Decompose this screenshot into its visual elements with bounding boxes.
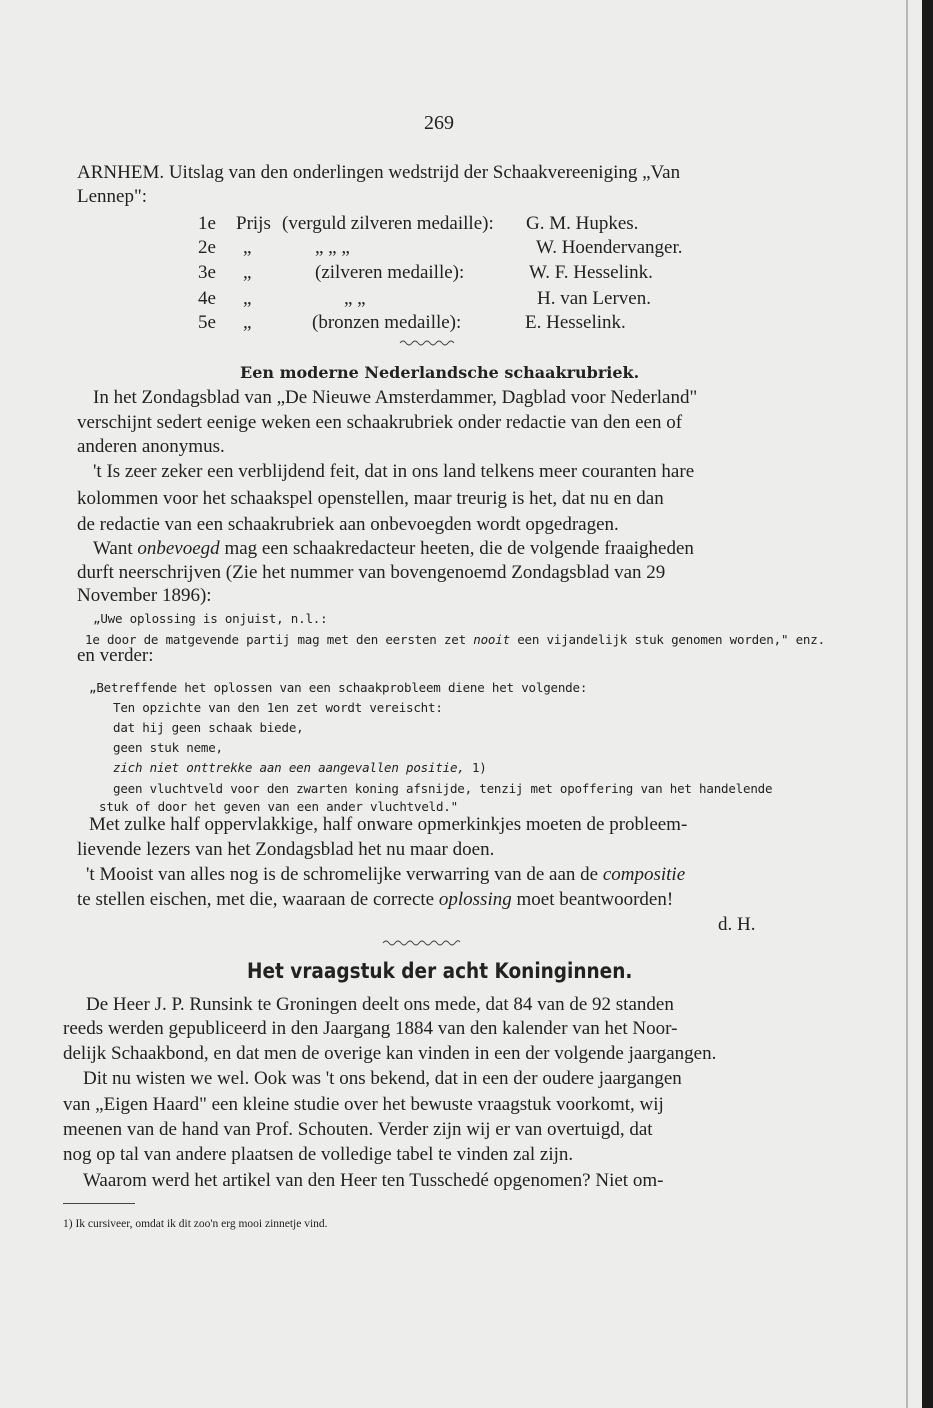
quote-line: „Uwe oplossing is onjuist, n.l.:	[93, 611, 328, 626]
prize-rank: 2e	[198, 237, 216, 258]
text-run: 1e door de matgevende partij mag met den eersten zet	[85, 632, 466, 647]
text-run: te stellen eischen, met die, waaraan de correcte	[77, 889, 435, 910]
paragraph-line: 't Is zeer zeker een verblijdend feit, dat in ons land telkens meer couranten hare	[93, 461, 695, 482]
paragraph-line: anderen anonymus.	[77, 436, 225, 457]
prize-label: „	[243, 262, 252, 283]
paragraph-line: meenen van de hand van Prof. Schouten. Verder zijn wij er van overtuigd, dat	[63, 1119, 653, 1140]
quote-line: Ten opzichte van den 1en zet wordt vereischt:	[113, 700, 443, 715]
signature: d. H.	[718, 914, 756, 935]
ornament-divider	[381, 938, 461, 948]
italic-term: nooit	[473, 632, 510, 647]
quote-line: dat hij geen schaak biede,	[113, 720, 304, 735]
prize-label: „	[243, 288, 252, 309]
text-run: mag een schaakredacteur heeten, die de volgende fraaigheden	[224, 538, 694, 559]
footnote: 1) Ik cursiveer, omdat ik dit zoo'n erg mooi zinnetje vind.	[63, 1218, 328, 1230]
italic-term: onbevoegd	[137, 538, 220, 559]
quote-line: „Betreffende het oplossen van een schaakprobleem diene het volgende:	[89, 680, 588, 695]
arnhem-line-1: ARNHEM. Uitslag van den onderlingen wedstrijd der Schaakvereeniging „Van	[77, 162, 681, 183]
prize-winner: W. F. Hesselink.	[529, 262, 653, 283]
prize-winner: E. Hesselink.	[525, 312, 626, 333]
prize-medal: (zilveren medaille):	[315, 262, 465, 283]
prize-medal: „ „ „	[315, 237, 350, 258]
paragraph-line: de redactie van een schaakrubriek aan onbevoegden wordt opgedragen.	[77, 514, 619, 535]
prize-rank: 3e	[198, 262, 216, 283]
prize-label: „	[243, 312, 252, 333]
prize-label: „	[243, 237, 252, 258]
paragraph-line: De Heer J. P. Runsink te Groningen deelt ons mede, dat 84 van de 92 standen	[86, 994, 674, 1015]
prize-winner: G. M. Hupkes.	[526, 213, 639, 234]
paragraph-line: durft neerschrijven (Zie het nummer van bovengenoemd Zondagsblad van 29	[77, 562, 666, 583]
prize-medal: (bronzen medaille):	[312, 312, 462, 333]
ornament-divider	[398, 338, 456, 348]
text-run: Want	[93, 538, 133, 559]
prize-rank: 5e	[198, 312, 216, 333]
prize-medal: (verguld zilveren medaille):	[282, 213, 494, 234]
text-run: moet beantwoorden!	[516, 889, 674, 910]
prize-winner: W. Hoendervanger.	[536, 237, 683, 258]
paragraph-line: Dit nu wisten we wel. Ook was 't ons bekend, dat in een der oudere jaargangen	[83, 1068, 682, 1089]
italic-term: compositie	[602, 864, 686, 885]
paragraph-line: November 1896):	[77, 585, 212, 606]
prize-label: Prijs	[236, 213, 271, 234]
prize-rank: 1e	[198, 213, 216, 234]
quote-line: geen stuk neme,	[113, 740, 223, 755]
prize-rank: 4e	[198, 288, 216, 309]
prize-medal: „ „	[344, 288, 366, 309]
paragraph-line	[77, 889, 673, 911]
section-heading-schaakrubriek: Een moderne Nederlandsche schaakrubriek.	[240, 363, 640, 382]
text-run: een vijandelijk stuk genomen worden," enz.	[517, 632, 825, 647]
paragraph-line	[93, 538, 694, 560]
page-edge	[906, 0, 908, 1408]
paragraph-line: nog op tal van andere plaatsen de volledige tabel te vinden zal zijn.	[63, 1144, 574, 1165]
paragraph-line: verschijnt sedert eenige weken een schaakrubriek onder redactie van den een of	[77, 412, 683, 433]
quote-line: geen vluchtveld voor den zwarten koning afsnijde, tenzij met opoffering van het handelende	[113, 781, 773, 796]
italic-term: zich niet onttrekke aan een aangevallen positie,	[113, 760, 465, 775]
footnote-ref: 1)	[471, 760, 487, 775]
paragraph-line: reeds werden gepubliceerd in den Jaargang 1884 van den kalender van het Noor-	[63, 1018, 678, 1039]
paragraph-line: Met zulke half oppervlakkige, half onware opmerkinkjes moeten de probleem-	[89, 814, 688, 835]
paragraph-line: delijk Schaakbond, en dat men de overige kan vinden in een der volgende jaargangen.	[63, 1043, 717, 1064]
paragraph-line: In het Zondagsblad van „De Nieuwe Amsterdammer, Dagblad voor Nederland"	[93, 387, 698, 408]
footnote-rule	[63, 1203, 135, 1204]
text-run: 't Mooist van alles nog is de schromelijke verwarring van de aan de	[86, 864, 599, 885]
quote-line	[85, 629, 825, 651]
section-heading-koninginnen: Het vraagstuk der acht Koninginnen.	[247, 959, 633, 983]
quote-line	[113, 757, 487, 779]
prize-winner: H. van Lerven.	[537, 288, 651, 309]
arnhem-line-2: Lennep":	[77, 186, 148, 207]
page-number: 269	[424, 112, 454, 134]
paragraph-line: kolommen voor het schaakspel openstellen, maar treurig is het, dat nu en dan	[77, 488, 664, 509]
quote-line: stuk of door het geven van een ander vluchtveld."	[99, 799, 458, 814]
italic-term: oplossing	[438, 889, 512, 910]
paragraph-line	[86, 864, 685, 886]
paragraph-line: en verder:	[77, 645, 154, 666]
paragraph-line: lievende lezers van het Zondagsblad het nu maar doen.	[77, 839, 495, 860]
paragraph-line: van „Eigen Haard" een kleine studie over het bewuste vraagstuk voorkomt, wij	[63, 1094, 664, 1115]
paragraph-line: Waarom werd het artikel van den Heer ten Tusschedé opgenomen? Niet om-	[83, 1170, 664, 1191]
